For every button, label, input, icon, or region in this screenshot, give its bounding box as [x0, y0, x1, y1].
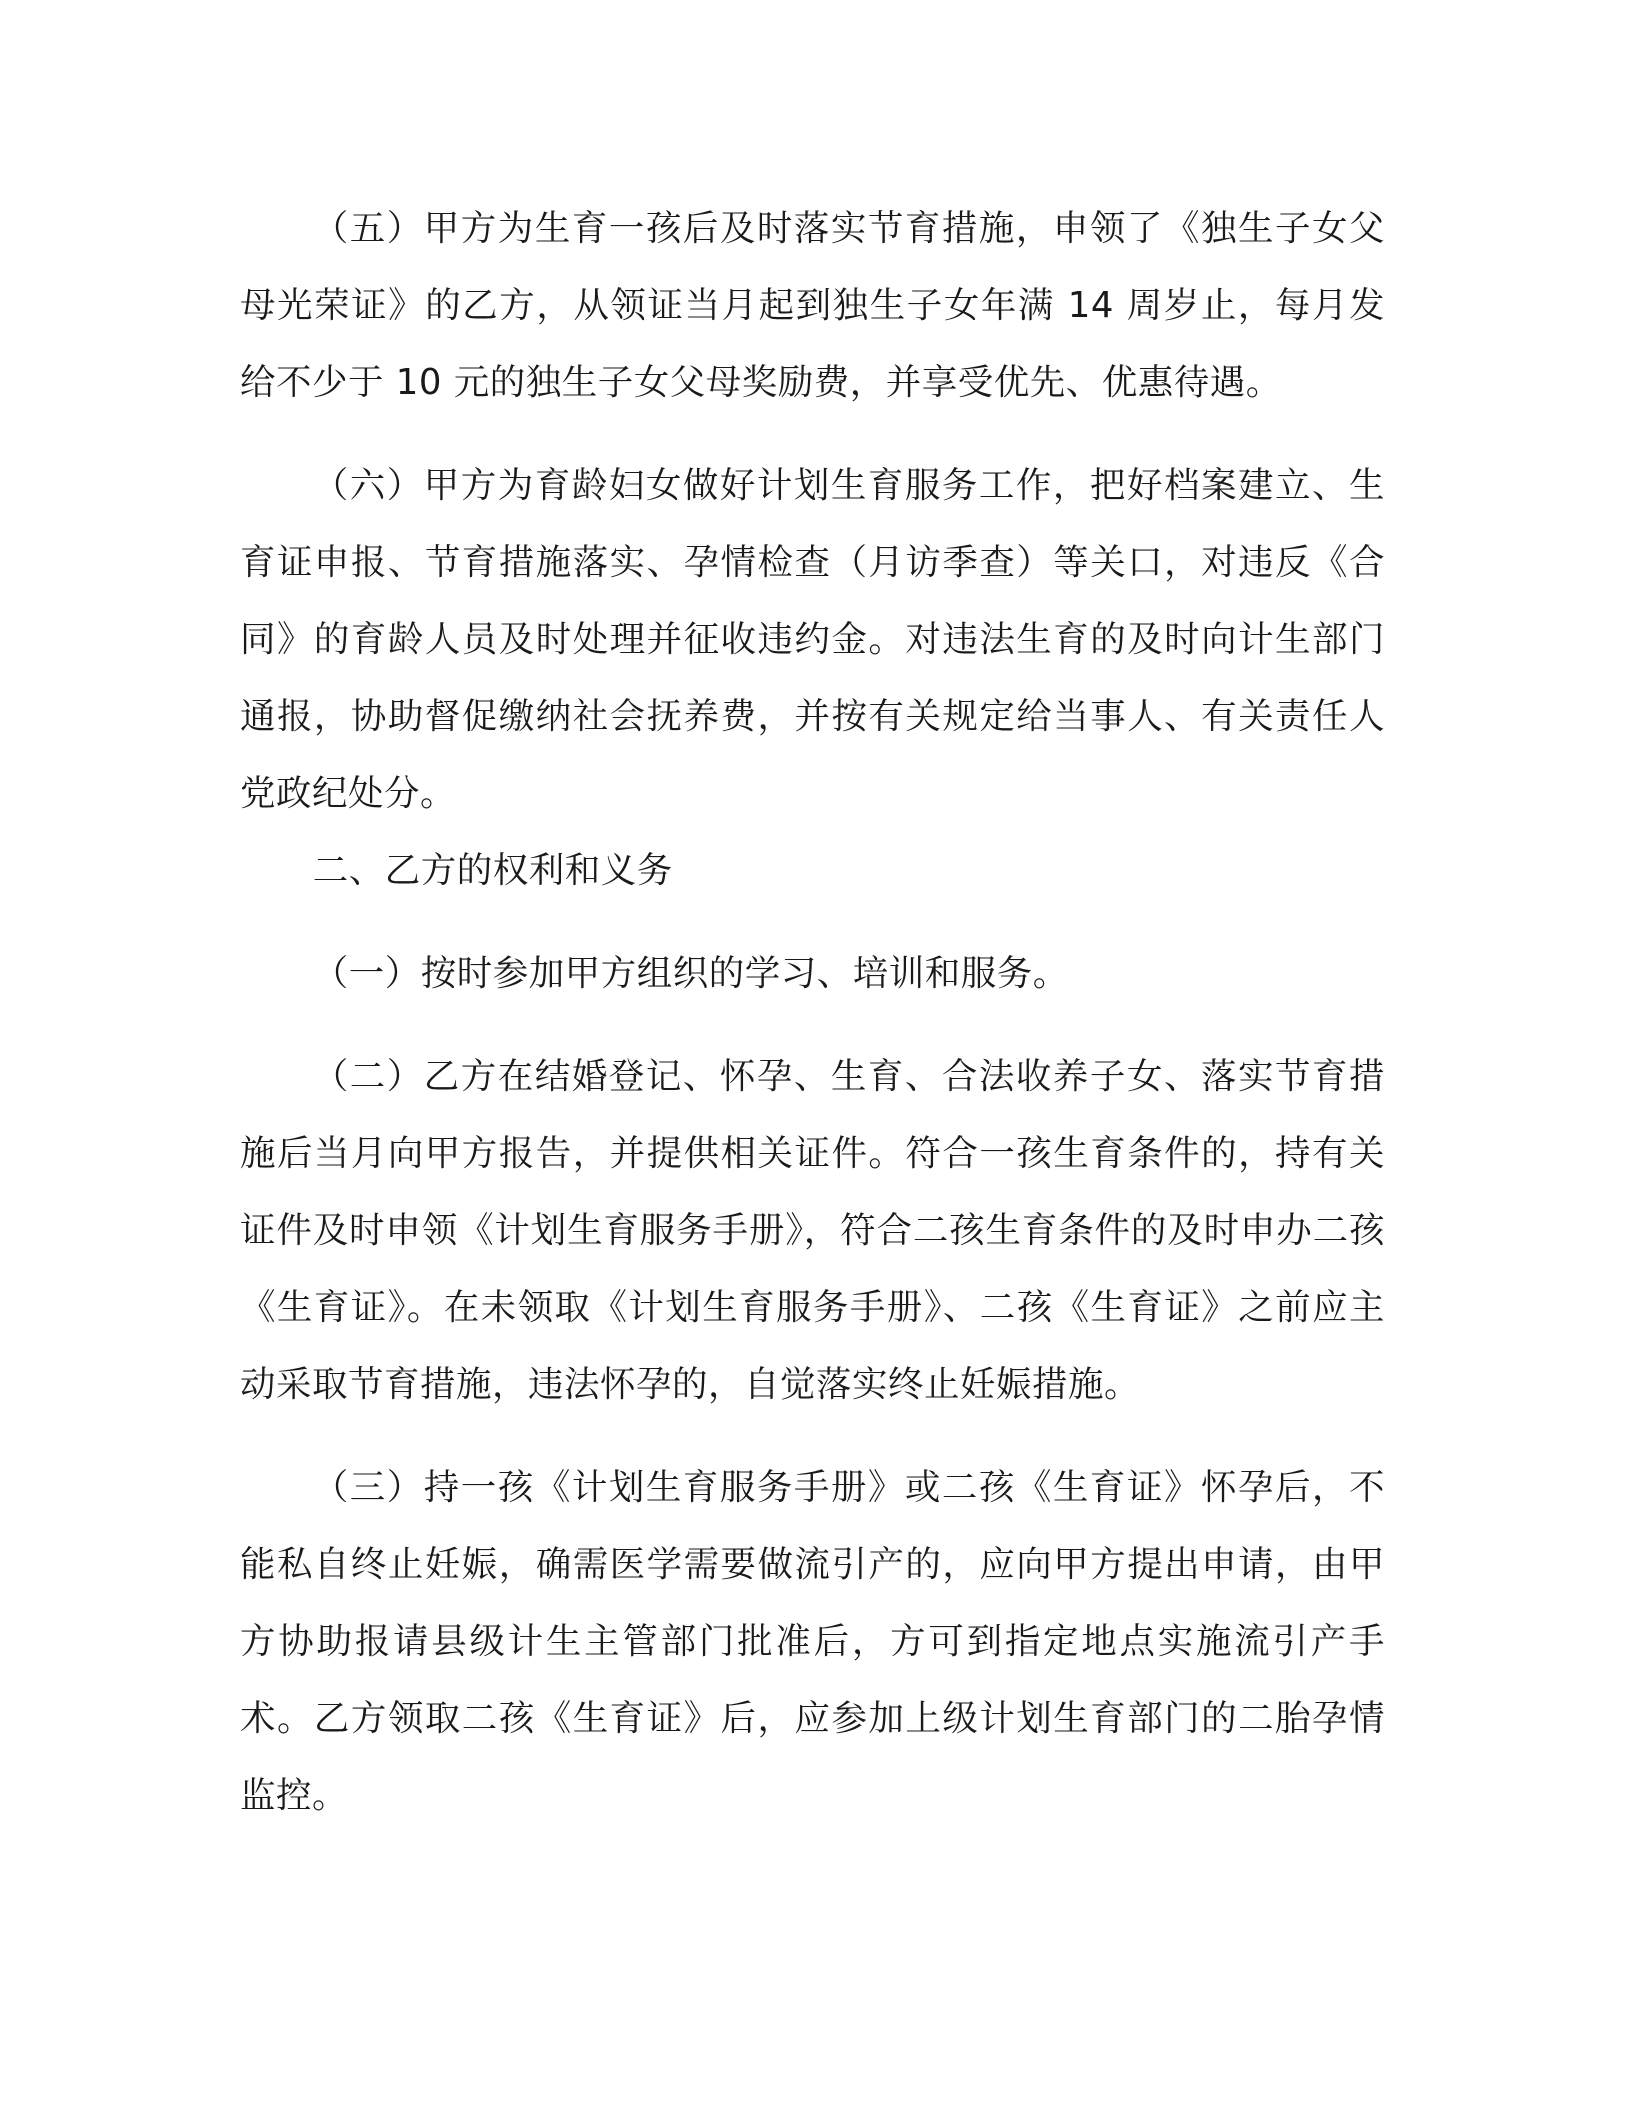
paragraph-six: （六）甲方为育龄妇女做好计划生育服务工作，把好档案建立、生育证申报、节育措施落实、孕情检查（月访季查）等关口，对违反《合同》的育龄人员及时处理并征收违约金。对违法生育的及时向计生部门通报，协助督促缴纳社会抚养费，并按有关规定给当事人、有关责任人党政纪处分。: [240, 465, 1385, 814]
document-body: [240, 190, 1385, 1834]
section-two-paragraph-two: （二）乙方在结婚登记、怀孕、生育、合法收养子女、落实节育措施后当月向甲方报告，并提供相关证件。符合一孩生育条件的，持有关证件及时申领《计划生育服务手册》，符合二孩生育条件的及时申办二孩《生育证》。在未领取《计划生育服务手册》、二孩《生育证》之前应主动采取节育措施，违法怀孕的，自觉落实终止妊娠措施。: [240, 1056, 1385, 1405]
section-two-heading: 二、乙方的权利和义务: [312, 850, 673, 891]
section-two-paragraph-three: （三）持一孩《计划生育服务手册》或二孩《生育证》怀孕后，不能私自终止妊娠，确需医学需要做流引产的，应向甲方提出申请，由甲方协助报请县级计生主管部门批准后，方可到指定地点实施流引产手术。乙方领取二孩《生育证》后，应参加上级计划生育部门的二胎孕情监控。: [240, 1467, 1385, 1816]
paragraph-five: （五）甲方为生育一孩后及时落实节育措施，申领了《独生子女父母光荣证》的乙方，从领证当月起到独生子女年满 14 周岁止，每月发给不少于 10 元的独生子女父母奖励费，并享受优先、优惠待遇。: [240, 208, 1385, 403]
section-two-paragraph-one: （一）按时参加甲方组织的学习、培训和服务。: [312, 953, 1069, 994]
